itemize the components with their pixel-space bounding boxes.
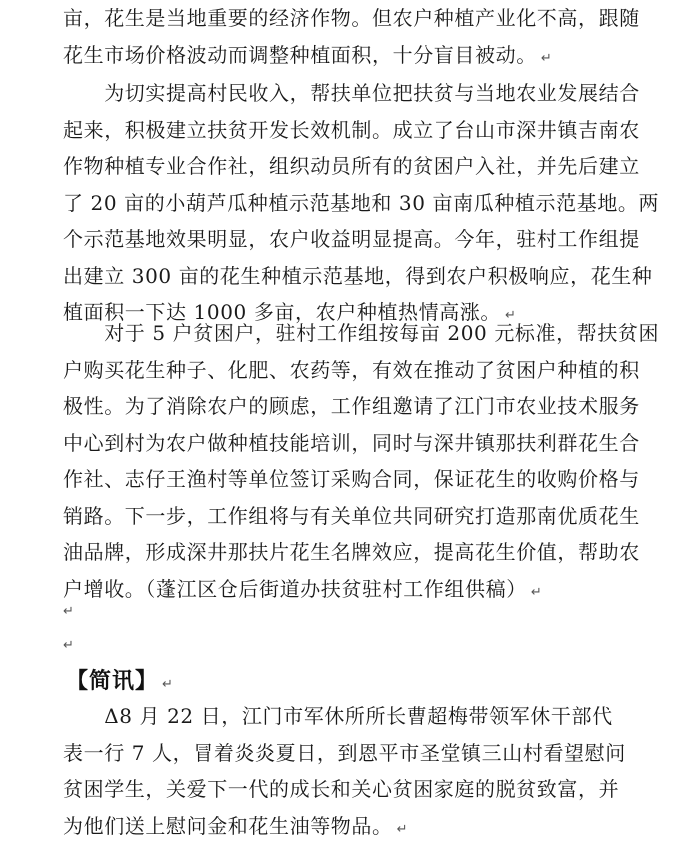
text-line: 销路。下一步，工作组将与有关单位共同研究打造那南优质花生: [63, 498, 663, 535]
text-line: 油品牌，形成深井那扶片花生名牌效应，提高花生价值，帮助农: [63, 534, 663, 571]
text-line: 亩，花生是当地重要的经济作物。但农户种植产业化不高，跟随: [63, 0, 663, 37]
text-line: 为切实提高村民收入，帮扶单位把扶贫与当地农业发展结合: [63, 75, 663, 112]
text-line: 中心到村为农户做种植技能培训，同时与深井镇那扶利群花生合: [63, 425, 663, 462]
text-line: 户购买花生种子、化肥、农药等，有效在推动了贫困户种植的积: [63, 352, 663, 389]
text-line: 作社、志仔王渔村等单位签订采购合同，保证花生的收购价格与: [63, 461, 663, 498]
paragraph-3: [63, 315, 663, 611]
text-line: 作物种植专业合作社，组织动员所有的贫困户入社，并先后建立: [63, 148, 663, 185]
text-line: Δ8 月 22 日，江门市军休所所长曹超梅带领军休干部代: [63, 698, 663, 735]
brief-heading: 【简讯】 ↵: [66, 664, 174, 695]
text-line: 起来，积极建立扶贫开发长效机制。成立了台山市深井镇吉南农: [63, 112, 663, 149]
text-line: 花生市场价格波动而调整种植面积，十分盲目被动。 ↵: [63, 37, 663, 78]
text-line: 贫困学生，关爱下一代的成长和关心贫困家庭的脱贫致富，并: [63, 771, 663, 808]
text-line: 表一行 7 人，冒着炎炎夏日，到恩平市圣堂镇三山村看望慰问: [63, 735, 663, 772]
paragraph-4: [63, 698, 663, 848]
paragraph-2: [63, 75, 663, 335]
text-line: 对于 5 户贫困户，驻村工作组按每亩 200 元标准，帮扶贫困: [63, 315, 663, 352]
text-line: 极性。为了消除农户的顾虑，工作组邀请了江门市农业技术服务: [63, 388, 663, 425]
text-line: 为他们送上慰问金和花生油等物品。 ↵: [63, 808, 663, 848]
paragraph-mark-icon: ↵: [505, 308, 517, 323]
text-line: 出建立 300 亩的花生种植示范基地，得到农户积极响应，花生种: [63, 258, 663, 295]
text-line: 植面积一下达 1000 多亩，农户种植热情高涨。 ↵: [63, 294, 663, 335]
paragraph-mark-icon: ↵: [531, 585, 543, 600]
empty-paragraph-mark-icon: ↵: [63, 604, 74, 619]
text-line: 了 20 亩的小葫芦瓜种植示范基地和 30 亩南瓜种植示范基地。两: [63, 185, 663, 222]
paragraph-mark-icon: ↵: [397, 822, 409, 837]
paragraph-mark-icon: ↵: [162, 677, 174, 692]
paragraph-mark-icon: ↵: [541, 51, 553, 66]
text-line: 户增收。（蓬江区仓后街道办扶贫驻村工作组供稿） ↵: [63, 571, 663, 612]
paragraph-1: [63, 0, 663, 77]
empty-paragraph-mark-icon: ↵: [63, 638, 74, 653]
text-line: 个示范基地效果明显，农户收益明显提高。今年，驻村工作组提: [63, 221, 663, 258]
